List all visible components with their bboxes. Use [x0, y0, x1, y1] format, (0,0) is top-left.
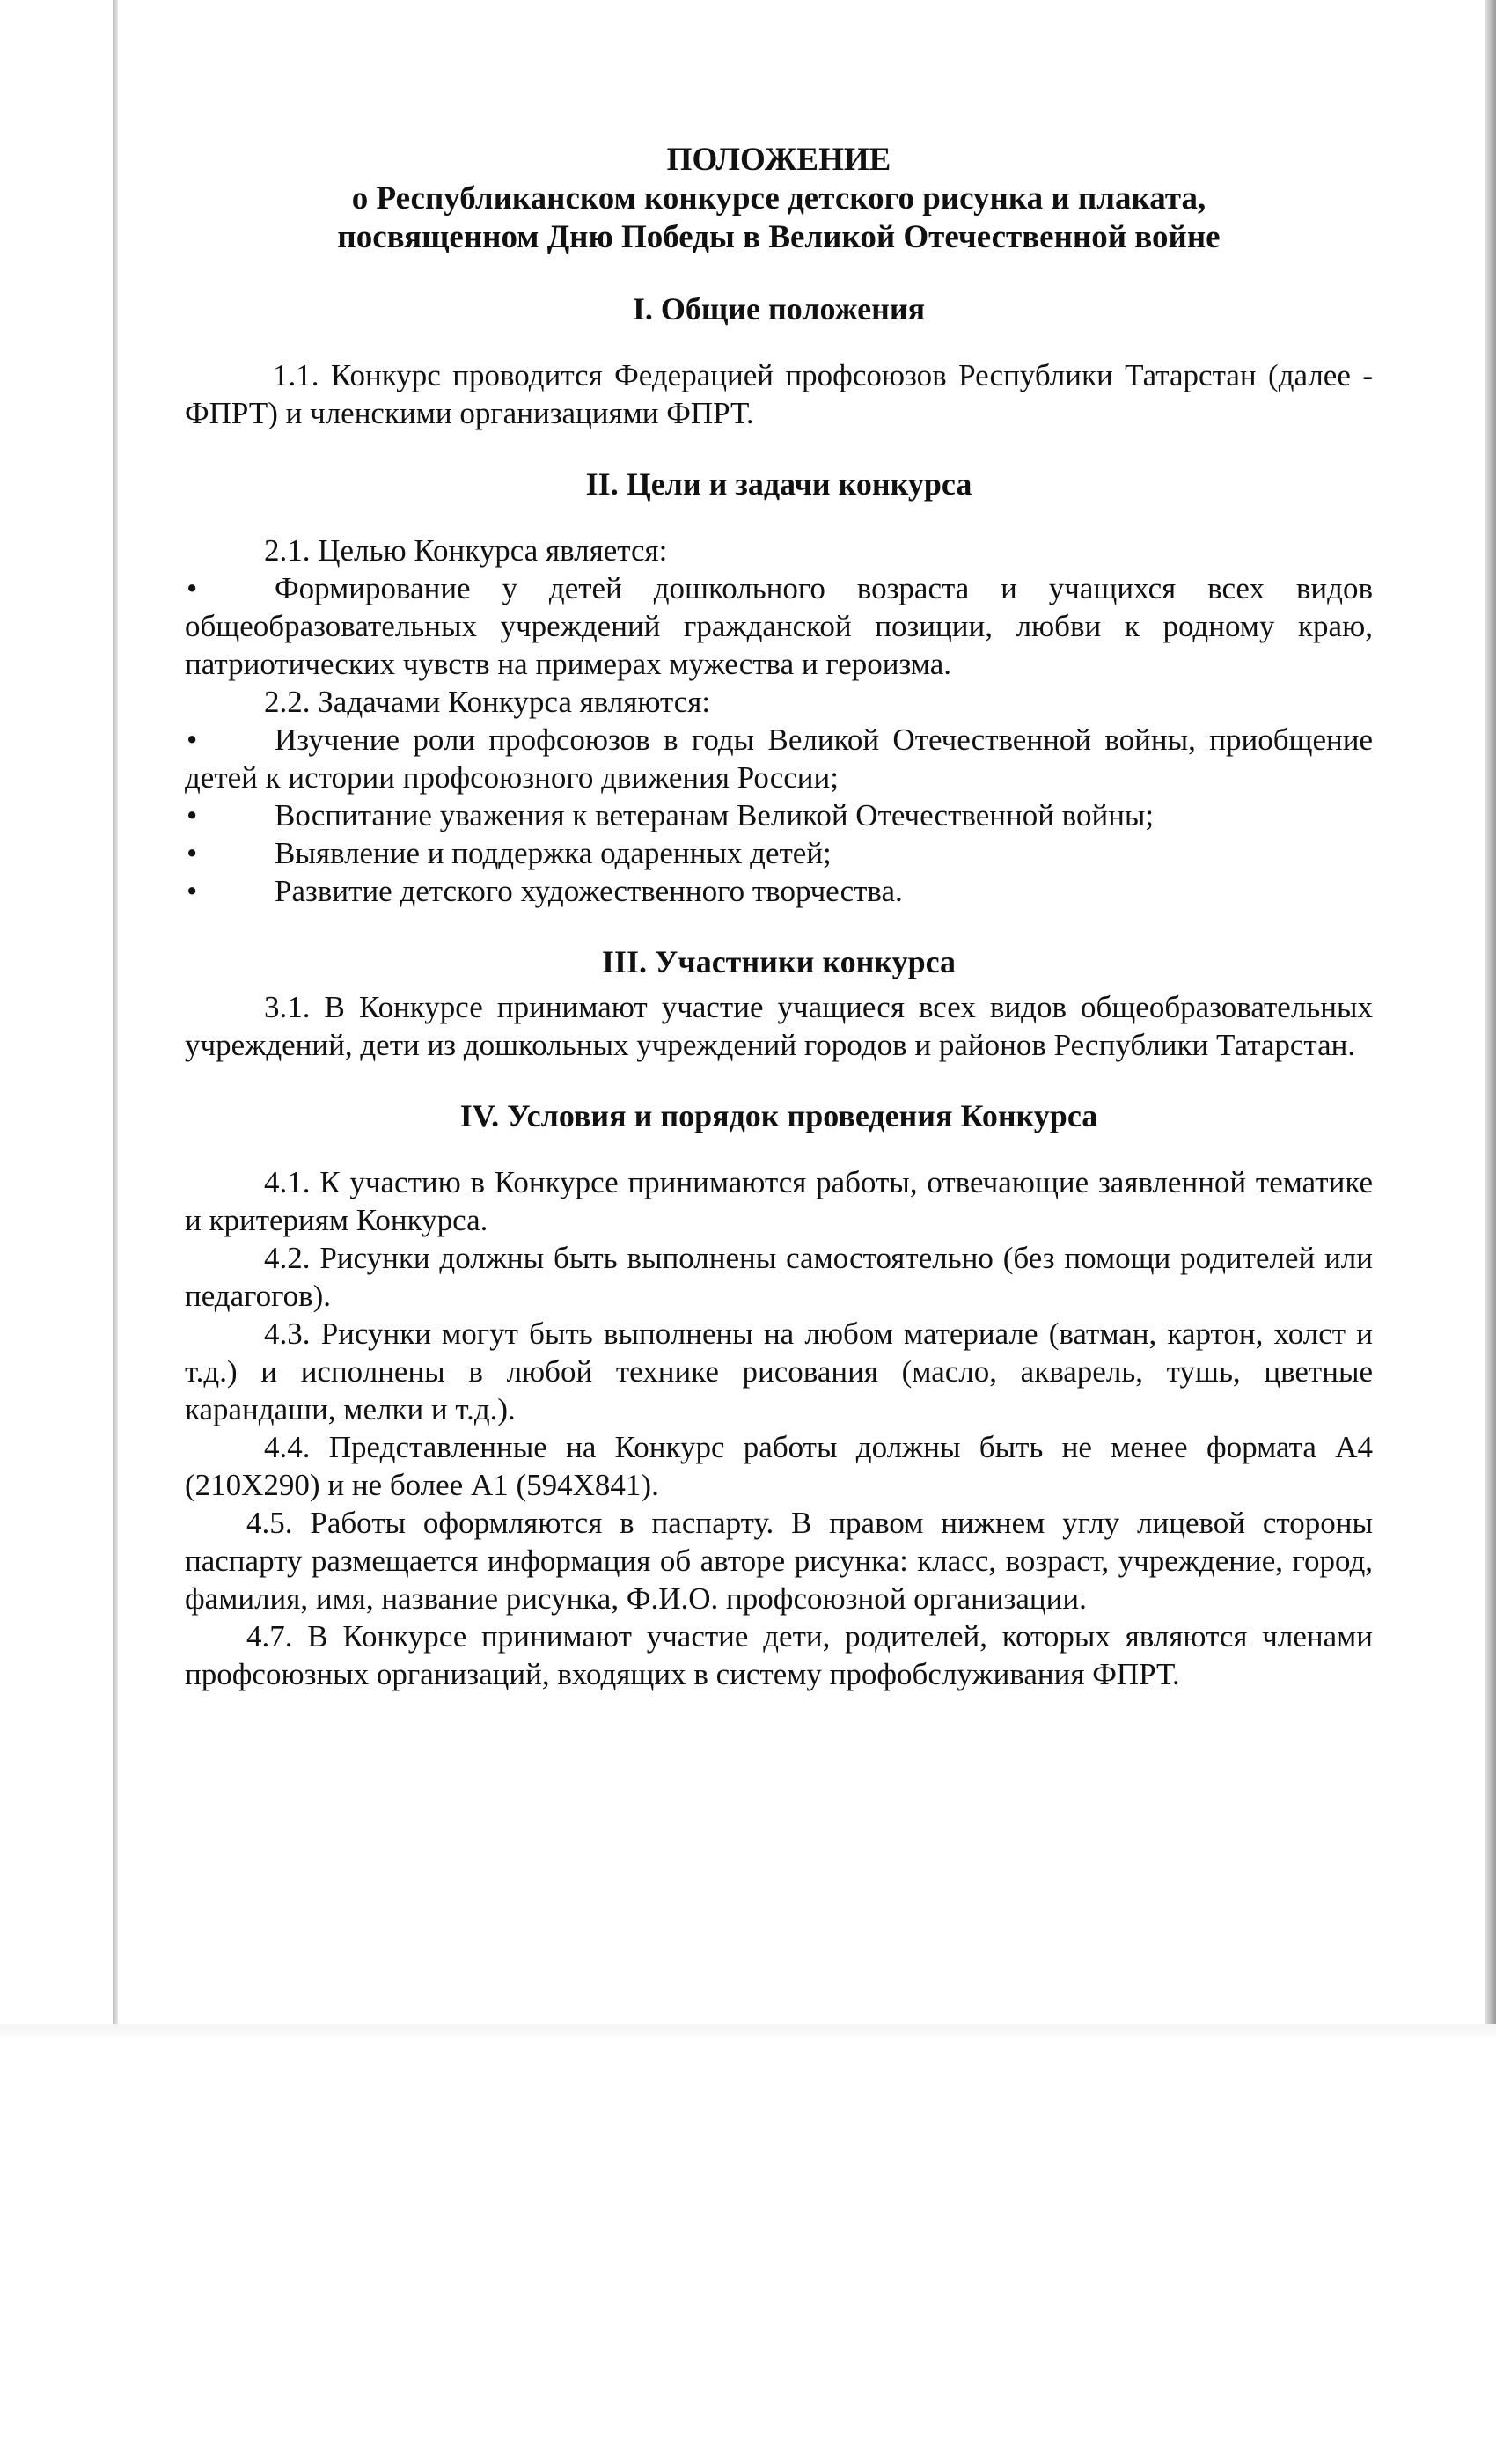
- list-item-task-3: [185, 834, 1373, 872]
- task-text: Развитие детского художественного творчества.: [275, 874, 903, 908]
- task-text: Выявление и поддержка одаренных детей;: [275, 836, 832, 870]
- section-1-heading: I. Общие положения: [632, 291, 926, 326]
- list-item-task-2: [185, 796, 1373, 834]
- section-3-heading: III. Участники конкурса: [601, 944, 957, 979]
- document-body: [185, 141, 1373, 1693]
- scan-right-edge: [1485, 0, 1496, 2042]
- clause-4-5: 4.5. Работы оформляются в паспарту. В правом нижнем углу лицевой стороны паспарту размещается информация об авторе рисунка: класс, возраст, учреждение, город, фамилия, имя, название рисунка, Ф.И.О. профсоюзной организации.: [185, 1506, 1373, 1616]
- scan-bottom-edge: [0, 2024, 1496, 2042]
- clause-1-1: 1.1. Конкурс проводится Федерацией профсоюзов Республики Татарстан (далее - ФПРТ) и членскими организациями ФПРТ.: [185, 358, 1373, 430]
- clause-3-1: 3.1. В Конкурсе принимают участие учащиеся всех видов общеобразовательных учреждений, дети из дошкольных учреждений городов и районов Республики Татарстан.: [185, 990, 1373, 1062]
- bullet-mark: •: [187, 722, 198, 757]
- list-item-task-4: [185, 872, 1373, 910]
- section-4-heading: IV. Условия и порядок проведения Конкурса: [459, 1098, 1098, 1133]
- clause-2-1: 2.1. Целью Конкурса является:: [264, 533, 668, 568]
- clause-2-2: 2.2. Задачами Конкурса являются:: [264, 685, 711, 719]
- clause-4-1: 4.1. К участию в Конкурсе принимаются работы, отвечающие заявленной тематике и критериям Конкурса.: [185, 1165, 1373, 1237]
- scan-left-edge: [113, 0, 118, 2042]
- list-item-goal: [185, 569, 1373, 683]
- clause-4-2: 4.2. Рисунки должны быть выполнены самостоятельно (без помощи родителей или педагогов).: [185, 1241, 1373, 1313]
- section-2-heading: II. Цели и задачи конкурса: [585, 466, 972, 502]
- bullet-mark: •: [187, 798, 198, 832]
- task-text: Изучение роли профсоюзов в годы Великой Отечественной войны, приобщение детей к истории профсоюзного движения России;: [185, 722, 1373, 795]
- clause-4-3: 4.3. Рисунки могут быть выполнены на любом материале (ватман, картон, холст и т.д.) и исполнены в любой технике рисования (масло, акварель, тушь, цветные карандаши, мелки и т.д.).: [185, 1316, 1373, 1426]
- bullet-mark: •: [187, 836, 198, 870]
- goal-text: Формирование у детей дошкольного возраста и учащихся всех видов общеобразовательных учреждений гражданской позиции, любви к родному краю, патриотических чувств на примерах мужества и героизма.: [185, 571, 1373, 681]
- bullet-mark: •: [187, 571, 198, 605]
- document-subtitle-line-2: посвященном Дню Победы в Великой Отечественной войне: [337, 219, 1221, 255]
- list-item-task-1: [185, 721, 1373, 796]
- document-subtitle-line-1: о Республиканском конкурсе детского рисунка и плаката,: [351, 180, 1206, 216]
- task-text: Воспитание уважения к ветеранам Великой Отечественной войны;: [275, 798, 1155, 832]
- clause-4-7: 4.7. В Конкурсе принимают участие дети, родителей, которых являются членами профсоюзных организаций, входящих в систему профобслуживания ФПРТ.: [185, 1619, 1373, 1691]
- clause-4-4: 4.4. Представленные на Конкурс работы должны быть не менее формата А4 (210Х290) и не более А1 (594Х841).: [185, 1430, 1373, 1502]
- bullet-mark: •: [187, 874, 198, 908]
- document-title: ПОЛОЖЕНИЕ: [666, 142, 891, 178]
